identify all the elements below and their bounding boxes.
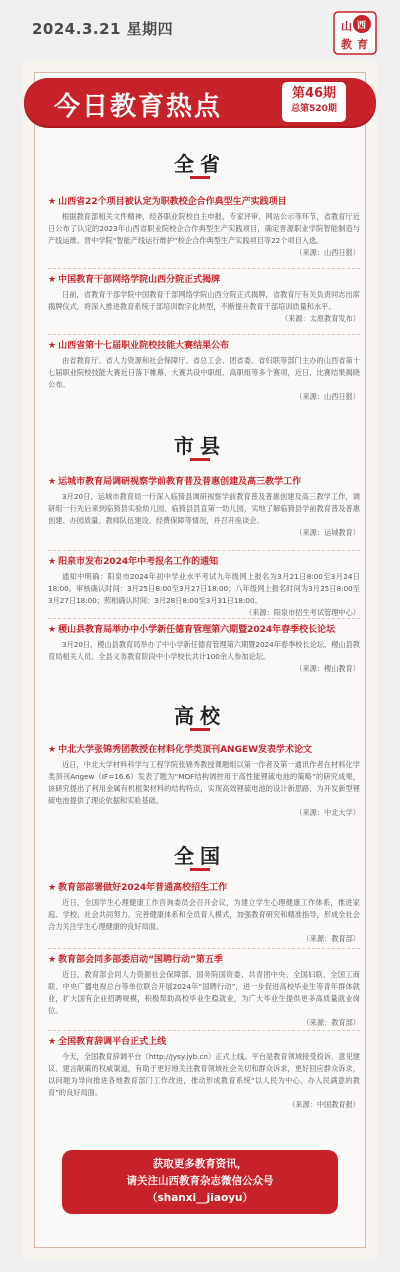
issue-total: 总第520期 bbox=[291, 104, 337, 114]
date-bar bbox=[10, 6, 390, 51]
news-source: （来源：阳泉市招生考试管理中心） bbox=[244, 608, 360, 617]
news-item[interactable] bbox=[48, 476, 360, 539]
news-source: （来源：教育部） bbox=[302, 1018, 360, 1027]
news-title[interactable]: ★ 中国教育干部网络学院山西分院正式揭牌 bbox=[48, 275, 221, 285]
news-body: 近日，中北大学材料科学与工程学院张锦秀教授课题组以第一作者及第一通讯作者在材料化学类顶刊Angew（IF=16.6）发表了题为“MOF结构调控用于高性能锂硫电池的策略”的研究成果，该研究提出了利用金属有机框架材料的结构特点，实现高效锂硫电池的设计新思路，为开发新型锂硫电池提供了理论依据和实验基础。 bbox=[48, 760, 360, 805]
svg-text:教: 教 bbox=[341, 38, 352, 51]
news-body: 通知中明确：阳泉市2024年初中学业水平考试九年级网上报名为3月21日8:00至3月24日18:00。审核确认时间：3月25日8:00至3月27日18:00；八年级网上报名时间为3月25日8:00至3月27日18:00；照相确认时间：3月28日8:00至3月31日18:00。 bbox=[48, 572, 360, 605]
news-source: （来源：太原教育发布） bbox=[280, 314, 360, 323]
news-item[interactable] bbox=[48, 274, 360, 325]
section-underline bbox=[190, 868, 210, 871]
news-body: 近日，教育部会同人力资源社会保障部、国务院国资委、共青团中央、全国妇联、全国工商联、中央广播电视总台等单位联合开展2024年“国聘行动”，进一步促进高校毕业生等青年群体就业，扩大国有企业招聘规模，积极帮助高校毕业生稳就业，为广大毕业生提供更多高质量就业岗位。 bbox=[48, 970, 360, 1015]
news-source: （来源：山西日报） bbox=[295, 392, 360, 401]
news-title[interactable]: ★ 全国教育辞调平台正式上线 bbox=[48, 1037, 167, 1047]
divider bbox=[48, 1030, 360, 1031]
news-title[interactable]: ★ 教育部部署做好2024年普通高校招生工作 bbox=[48, 883, 228, 893]
news-title[interactable]: ★ 稷山县教育局举办中小学新任德育管理第六期暨2024年春季校长论坛 bbox=[48, 625, 336, 635]
news-item[interactable] bbox=[48, 196, 360, 259]
news-title[interactable]: ★ 运城市教育局调研视察学前教育普及普惠创建及高三教学工作 bbox=[48, 477, 302, 487]
section-title-province: 全省 bbox=[174, 152, 226, 176]
news-source: （来源：中北大学） bbox=[295, 808, 360, 817]
section-underline bbox=[190, 458, 210, 461]
svg-text:育: 育 bbox=[357, 38, 368, 51]
news-body: 3月20日，运城市教育局一行深入临猗县调研视察学前教育普及普惠创建及高三教学工作，调研组一行先后来到临猗县实验幼儿园、临猗县县直第一幼儿园，实地了解临猗县学前教育普及普惠创建、办园质量、教师队伍建设、经费保障等情况，并召开座谈会。 bbox=[48, 492, 360, 525]
follow-line-2: 请关注山西教育杂志微信公众号 bbox=[126, 1175, 274, 1187]
news-item[interactable] bbox=[48, 624, 360, 675]
follow-line-1: 获取更多教育资讯， bbox=[152, 1158, 248, 1170]
svg-text:西: 西 bbox=[357, 21, 367, 31]
divider bbox=[48, 268, 360, 269]
news-source: （来源：教育部） bbox=[302, 934, 360, 943]
news-title[interactable]: ★ 山西省22个项目被认定为职教校企合作典型生产实践项目 bbox=[48, 197, 287, 207]
page-title: 今日教育热点 bbox=[54, 92, 223, 122]
wechat-account-id: （shanxi__jiaoyu） bbox=[147, 1192, 253, 1204]
news-item[interactable] bbox=[48, 954, 360, 1029]
news-item[interactable] bbox=[48, 556, 360, 619]
divider bbox=[48, 948, 360, 949]
news-item[interactable] bbox=[48, 744, 360, 819]
news-body: 今天，全国教育辞调平台（http://jysy.jyb.cn）正式上线。平台是教育领域接受投诉、意见建议、建言献策的权威渠道，有助于更好地关注教育领域社会关切和群众诉求，更好回应群众诉求，以问题为导向推进各地教育部门工作改进，推动形成教育系统“以人民为中心、办人民满意的教育”的良好局面。 bbox=[48, 1052, 360, 1097]
svg-text:山: 山 bbox=[341, 20, 352, 33]
news-item[interactable] bbox=[48, 882, 360, 945]
news-body: 日前，省教育干部学院中国教育干部网络学院山西分院正式揭牌，省教育厅有关负责同志出席揭牌仪式，将深入推进教育系统干部培训数字化转型，不断提升教育干部培训质量和水平。 bbox=[48, 290, 360, 311]
magazine-logo-icon bbox=[332, 10, 378, 56]
issue-number: 第46期 bbox=[291, 86, 337, 101]
news-source: （来源：运城教育） bbox=[295, 528, 360, 537]
issue-badge bbox=[282, 82, 346, 122]
section-underline bbox=[190, 176, 210, 179]
section-title-city: 市县 bbox=[174, 434, 226, 458]
news-body: 由省教育厅、省人力资源和社会保障厅、省总工会、团省委、省妇联等部门主办的山西省第十七届职业院校技能大赛近日落下帷幕，大赛共设中职组、高职组等多个赛项，近日，比赛结果揭晓公布。 bbox=[48, 356, 360, 389]
news-source: （来源：稷山教育） bbox=[295, 664, 360, 673]
title-banner bbox=[24, 78, 376, 126]
section-underline bbox=[190, 728, 210, 731]
news-body: 根据教育部相关文件精神，经各职业院校自主申报、专家评审、网站公示等环节，省教育厅近日公布了认定的2023年山西省职业院校企合作典型生产实践项目，确定晋源职业学院智能制造与产线运维、晋中学院“智能产线运行维护”校企合作典型生产实践项目等22个项目入选。 bbox=[48, 212, 360, 245]
follow-prompt-box bbox=[62, 1150, 338, 1214]
news-source: （来源：山西日报） bbox=[295, 248, 360, 257]
news-item[interactable] bbox=[48, 1036, 360, 1111]
divider bbox=[48, 334, 360, 335]
news-source: （来源：中国教育报） bbox=[288, 1100, 360, 1109]
news-body: 近日，全国学生心理健康工作咨询委员会召开会议，为建立学生心理健康工作体系，推进家庭、学校、社会共同努力，完善健康体系和全员育人模式，加强教育研究和精准指导，形成全社会合力关注学生心理健康的良好局面。 bbox=[48, 898, 360, 931]
section-title-national: 全国 bbox=[174, 844, 226, 868]
section-title-university: 高校 bbox=[174, 704, 226, 728]
news-title[interactable]: ★ 中北大学张锦秀团教授在材料化学类顶刊ANGEW发表学术论文 bbox=[48, 745, 313, 755]
divider bbox=[48, 618, 360, 619]
news-title[interactable]: ★ 山西省第十七届职业院校技能大赛结果公布 bbox=[48, 341, 230, 351]
divider bbox=[48, 550, 360, 551]
news-item[interactable] bbox=[48, 340, 360, 403]
news-title[interactable]: ★ 教育部会同多部委启动“国聘行动”第五季 bbox=[48, 955, 223, 965]
date-text: 2024.3.21 星期四 bbox=[32, 20, 174, 38]
news-body: 3月20日，稷山县教育局举办了中小学新任德育管理第六期暨2024年春季校长论坛，稷山县教育局相关人员、全县义务教育阶段中小学校长共计100余人参加论坛。 bbox=[48, 640, 360, 661]
news-title[interactable]: ★ 阳泉市发布2024年中考报名工作的通知 bbox=[48, 557, 219, 567]
